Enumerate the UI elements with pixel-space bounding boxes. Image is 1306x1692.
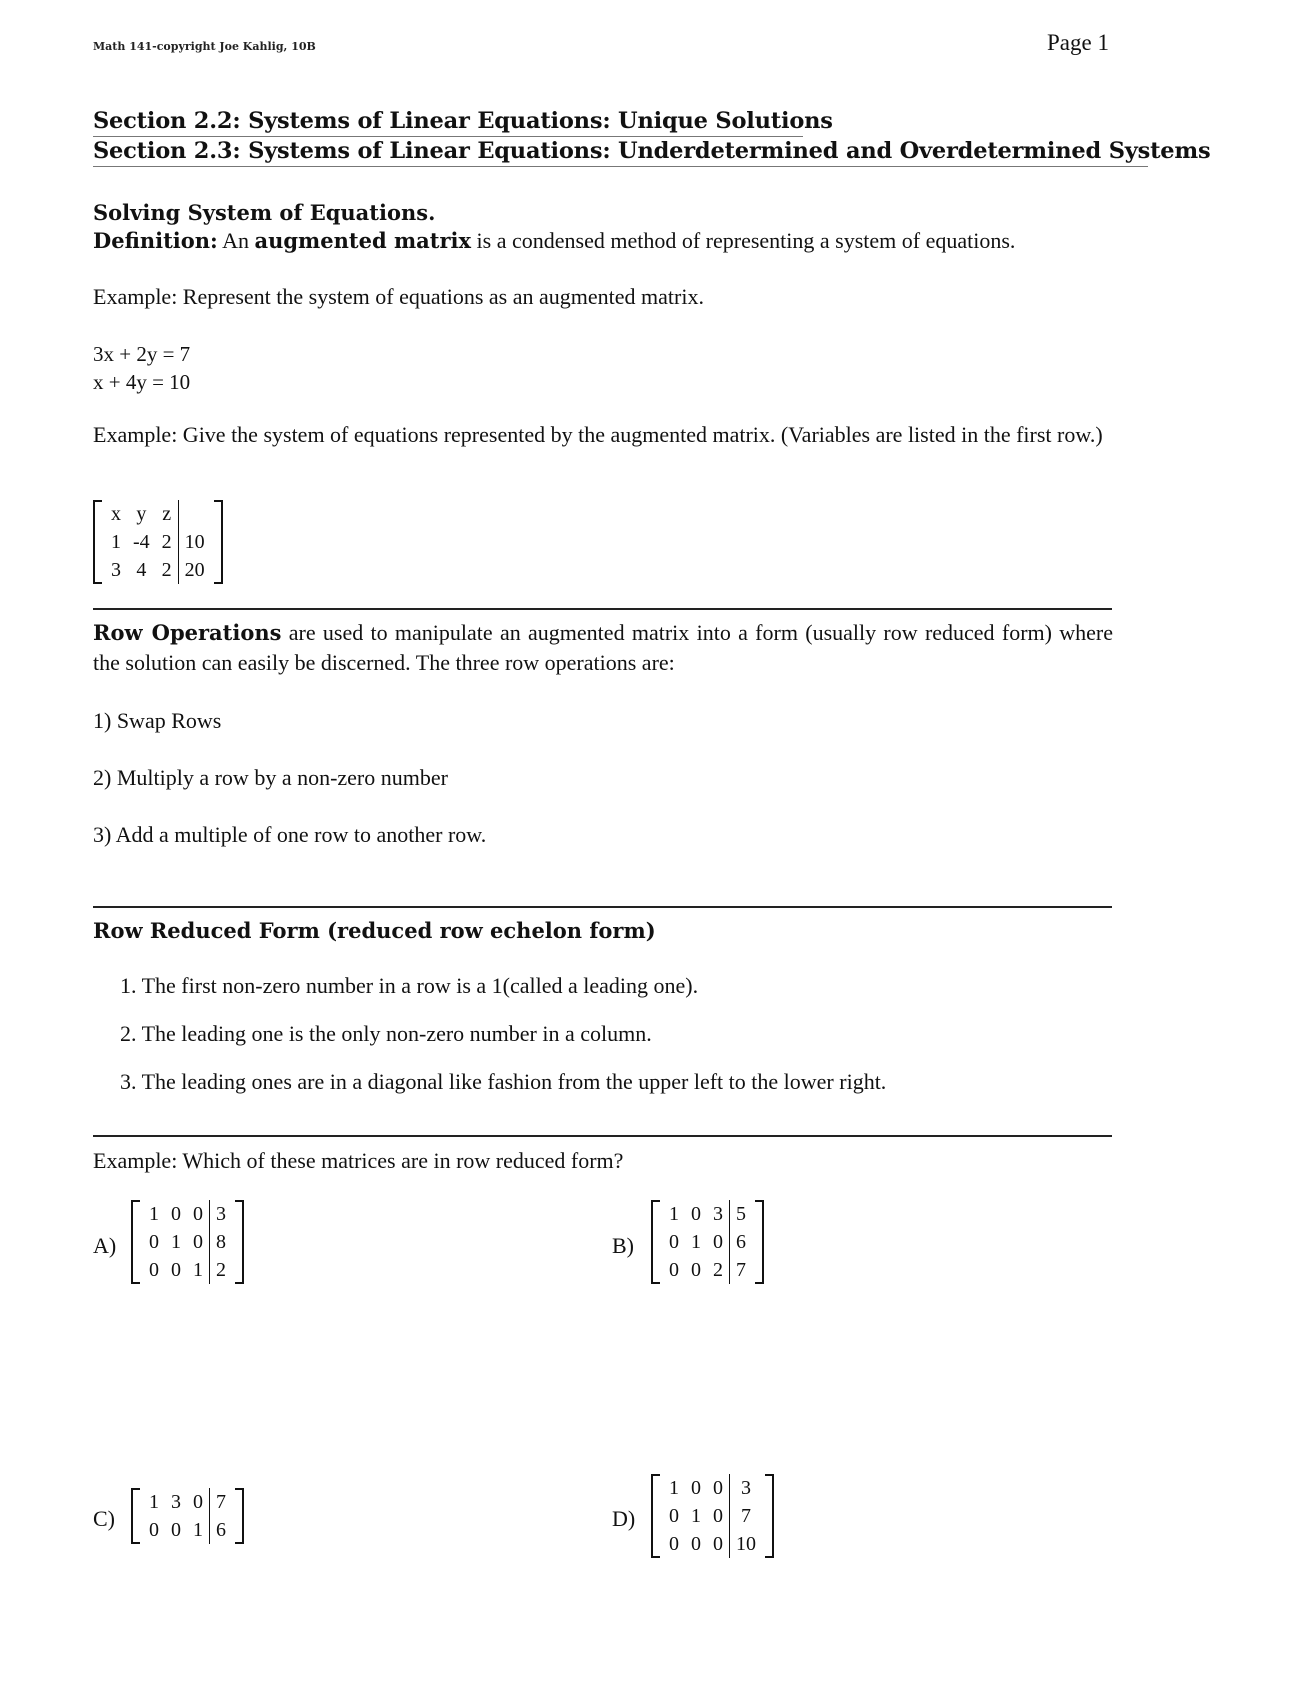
row-operations-paragraph [93,618,1113,678]
row-op-item: 2) Multiply a row by a non-zero number [93,765,448,790]
matrix-c-label: C) [93,1506,115,1531]
matrix-left-bracket [131,1488,140,1544]
example2-matrix-table [105,500,211,584]
matrix-cell: 7 [210,1488,233,1516]
matrix-right-bracket [765,1474,774,1558]
matrix-right-bracket [755,1200,764,1284]
matrix-cell: 0 [713,1505,723,1527]
matrix-cell: y [136,503,147,525]
definition-text-2: is a condensed method of representing a system of equations. [471,228,1016,253]
row-op-item: 1) Swap Rows [93,708,222,733]
matrix-cell: 2 [161,531,172,553]
matrix-cell: 7 [730,1256,753,1284]
matrix-d [651,1474,774,1558]
matrix-cell: 3 [111,559,121,581]
matrix-cell: 0 [691,1259,701,1281]
matrix-right-bracket [235,1200,244,1284]
header-left: Math 141-copyright Joe Kahlig, 10B [93,40,316,53]
matrix-left-bracket [93,500,102,584]
matrix-right-bracket [235,1488,244,1544]
matrix-cell: 4 [136,559,147,581]
matrix-cell: 7 [730,1502,763,1530]
matrix-cell: 0 [669,1505,679,1527]
matrix-cell: 1 [691,1505,701,1527]
matrix-cell: 2 [210,1256,233,1284]
matrix-cell: 0 [171,1259,181,1281]
divider-3 [93,1135,1112,1137]
matrix-cell: 1 [193,1259,203,1281]
rrf-item: 2. The leading one is the only non-zero number in a column. [120,1021,652,1046]
matrix-cell: 3 [713,1203,723,1225]
matrix-cell: 0 [669,1533,679,1555]
page-number: Page 1 [1047,30,1109,55]
matrix-d-label: D) [612,1506,636,1531]
matrix-cell: 5 [730,1200,753,1228]
matrix-cell: 3 [210,1200,233,1228]
matrix-cell: 0 [171,1519,181,1541]
matrix-cell: 3 [730,1474,763,1502]
matrix-cell: 0 [713,1533,723,1555]
matrix-cell: 0 [149,1231,159,1253]
matrix-cell: 8 [210,1228,233,1256]
matrix-b-table [663,1200,752,1284]
matrix-cell [178,500,211,528]
divider-1 [93,608,1112,610]
matrix-cell: 0 [149,1259,159,1281]
matrix-cell: 0 [691,1477,701,1499]
rrf-item: 3. The leading ones are in a diagonal like fashion from the upper left to the lower right. [120,1069,887,1094]
definition-line [93,228,1015,254]
solving-heading: Solving System of Equations. [93,200,436,225]
matrix-cell: 0 [691,1533,701,1555]
matrix-cell: 10 [178,528,211,556]
rrf-heading: Row Reduced Form (reduced row echelon form) [93,918,656,943]
section-underline-2 [93,166,1148,167]
matrix-left-bracket [651,1474,660,1558]
matrix-cell: 1 [149,1203,159,1225]
matrix-cell: 1 [691,1231,701,1253]
section-underline-1 [93,136,803,137]
matrix-cell: 0 [171,1203,181,1225]
section-title-2-2: Section 2.2: Systems of Linear Equations: Unique Solutions [93,108,833,134]
example2-text: Example: Give the system of equations represented by the augmented matrix. (Variables are listed in the first row.) [93,422,1103,447]
example2-matrix [93,500,223,584]
matrix-cell: 3 [171,1491,181,1513]
row-op-item: 3) Add a multiple of one row to another row. [93,822,487,847]
matrix-b [651,1200,764,1284]
matrix-cell: 1 [149,1491,159,1513]
definition-label: Definition: [93,228,218,253]
matrix-cell: 1 [193,1519,203,1541]
matrix-b-label: B) [612,1233,634,1258]
matrix-cell: 6 [730,1228,753,1256]
matrix-cell: 0 [669,1259,679,1281]
matrix-cell: 0 [669,1231,679,1253]
matrix-cell: 0 [713,1477,723,1499]
matrix-c-table [143,1488,232,1544]
rrf-item: 1. The first non-zero number in a row is a 1(called a leading one). [120,973,699,998]
matrix-cell: 0 [713,1231,723,1253]
matrix-a-table [143,1200,232,1284]
matrix-a [131,1200,244,1284]
matrix-cell: 2 [713,1259,723,1281]
row-operations-term: Row Operations [93,620,282,645]
matrix-cell: 2 [161,559,172,581]
matrix-cell: 0 [193,1203,203,1225]
matrix-cell: 0 [193,1491,203,1513]
definition-text-1: An [217,228,255,253]
section-title-2-3: Section 2.3: Systems of Linear Equations: Underdetermined and Overdetermined Systems [93,138,1211,164]
matrix-left-bracket [651,1200,660,1284]
matrix-cell: z [162,503,172,525]
matrix-cell: 0 [691,1203,701,1225]
matrix-a-label: A) [93,1233,117,1258]
matrix-cell: 0 [193,1231,203,1253]
matrix-cell: 1 [669,1203,679,1225]
matrix-cell: x [111,503,121,525]
matrix-cell: 6 [210,1516,233,1544]
matrix-cell: 1 [111,531,121,553]
example1-text: Example: Represent the system of equations as an augmented matrix. [93,284,704,309]
row-operations-text: are used to manipulate an augmented matrix into a form (usually row reduced form) where the solution can easily be discerned. The three row operations are: [93,620,1113,675]
matrix-cell: 1 [669,1477,679,1499]
matrix-left-bracket [131,1200,140,1284]
matrix-c [131,1488,244,1544]
matrix-cell: 20 [178,556,211,584]
example3-text: Example: Which of these matrices are in row reduced form? [93,1148,624,1173]
definition-term: augmented matrix [254,228,472,253]
equation-1: 3x + 2y = 7 [93,342,191,366]
matrix-cell: 10 [730,1530,763,1558]
equation-2: x + 4y = 10 [93,370,191,394]
matrix-right-bracket [214,500,223,584]
matrix-cell: 0 [149,1519,159,1541]
matrix-d-table [663,1474,762,1558]
matrix-cell: 1 [171,1231,181,1253]
matrix-cell: -4 [133,531,150,553]
divider-2 [93,906,1112,908]
